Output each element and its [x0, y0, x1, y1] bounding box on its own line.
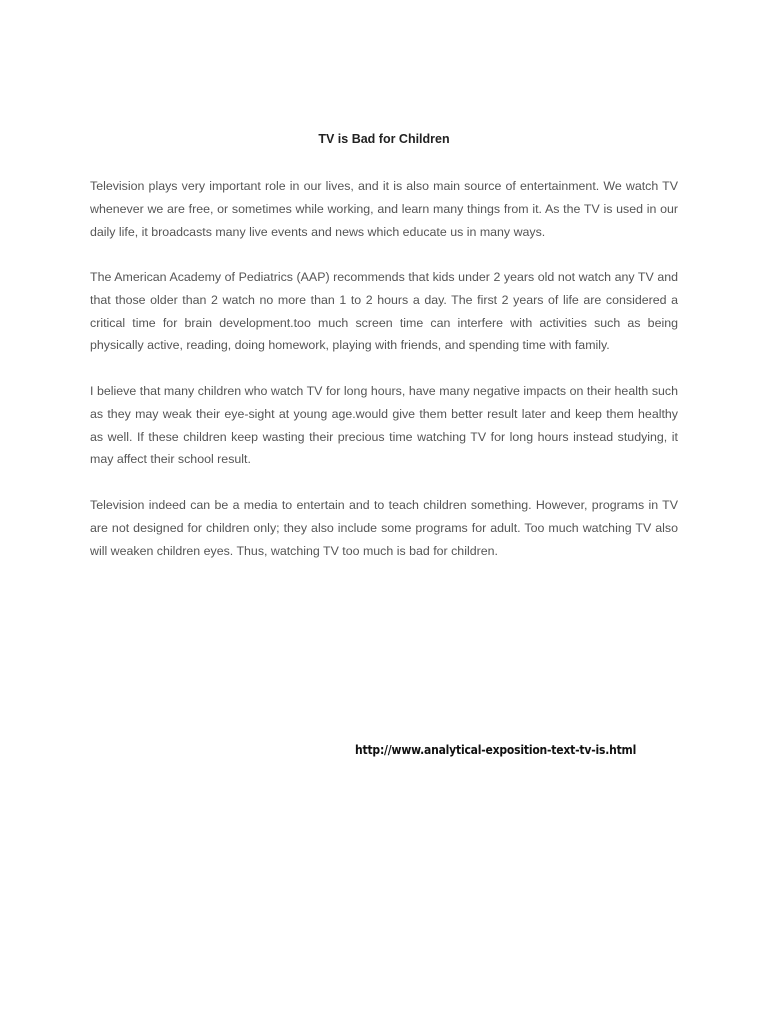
- paragraph-health-impacts: I believe that many children who watch TV for long hours, have many negative impacts on their health such as they may weak their eye-sight at young age.would give them better result later and keep them healthy as well. If these children keep wasting their precious time watching TV for long hours instead studying, it may affect their school result.: [90, 384, 678, 467]
- paragraph-aap-recommendation: The American Academy of Pediatrics (AAP) recommends that kids under 2 years old not watch any TV and that those older than 2 watch no more than 1 to 2 hours a day. The first 2 years of life are considered a critical time for brain development.too much screen time can interfere with activities such as being physically active, reading, doing homework, playing with friends, and spending time with family.: [90, 270, 678, 353]
- source-link[interactable]: http://www.analytical-exposition-text-tv-is.html: [355, 743, 637, 757]
- paragraph-conclusion: Television indeed can be a media to entertain and to teach children something. However, programs in TV are not designed for children only; they also include some programs for adult. Too much watching TV also will weaken children eyes. Thus, watching TV too much is bad for children.: [90, 498, 678, 558]
- document-title: TV is Bad for Children: [318, 132, 450, 146]
- paragraph-intro: Television plays very important role in our lives, and it is also main source of entertainment. We watch TV whenever we are free, or sometimes while working, and learn many things from it. As the TV is used in our daily life, it broadcasts many live events and news which educate us in many ways.: [90, 179, 678, 239]
